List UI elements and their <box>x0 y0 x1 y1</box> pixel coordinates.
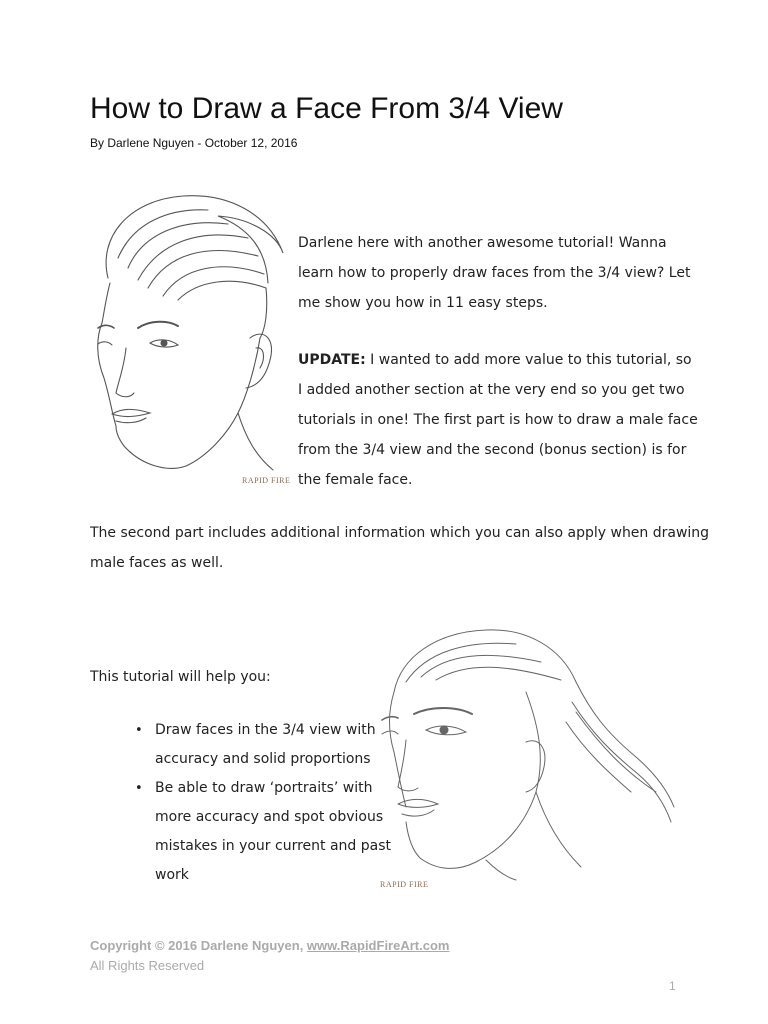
female-face-sketch <box>376 622 676 882</box>
byline: By Darlene Nguyen - October 12, 2016 <box>90 136 298 150</box>
page-title: How to Draw a Face From 3/4 View <box>90 92 563 125</box>
update-label: UPDATE: <box>298 352 366 368</box>
copyright-text: Copyright © 2016 Darlene Nguyen, <box>90 938 307 953</box>
rights-line: All Rights Reserved <box>90 958 205 973</box>
male-sketch-signature: RAPID FIRE <box>242 476 291 485</box>
intro-paragraph: Darlene here with another awesome tutorial! Wanna learn how to properly draw faces from the 3/4 view? Let me show you how in 11 easy steps. <box>298 235 691 311</box>
female-sketch-signature: RAPID FIRE <box>380 880 429 889</box>
list-item: • Be able to draw ‘portraits’ with more accuracy and spot obvious mistakes in your current and past work <box>135 774 395 890</box>
copyright-line <box>90 938 449 953</box>
intro-text <box>298 228 698 522</box>
benefits-list <box>135 716 395 890</box>
second-part-paragraph: The second part includes additional information which you can also apply when drawing male faces as well. <box>90 525 710 571</box>
list-lead: This tutorial will help you: <box>90 669 271 685</box>
update-text: I wanted to add more value to this tutorial, so I added another section at the very end so you get two tutorials in one! The first part is how to draw a male face from the 3/4 view and the second (bonus section) is for the female face. <box>298 352 698 488</box>
male-face-sketch <box>88 188 291 488</box>
site-link[interactable]: www.RapidFireArt.com <box>306 938 450 953</box>
update-paragraph <box>298 345 698 495</box>
page-number: 1 <box>669 979 676 993</box>
list-item: • Draw faces in the 3/4 view with accuracy and solid proportions <box>135 716 395 774</box>
